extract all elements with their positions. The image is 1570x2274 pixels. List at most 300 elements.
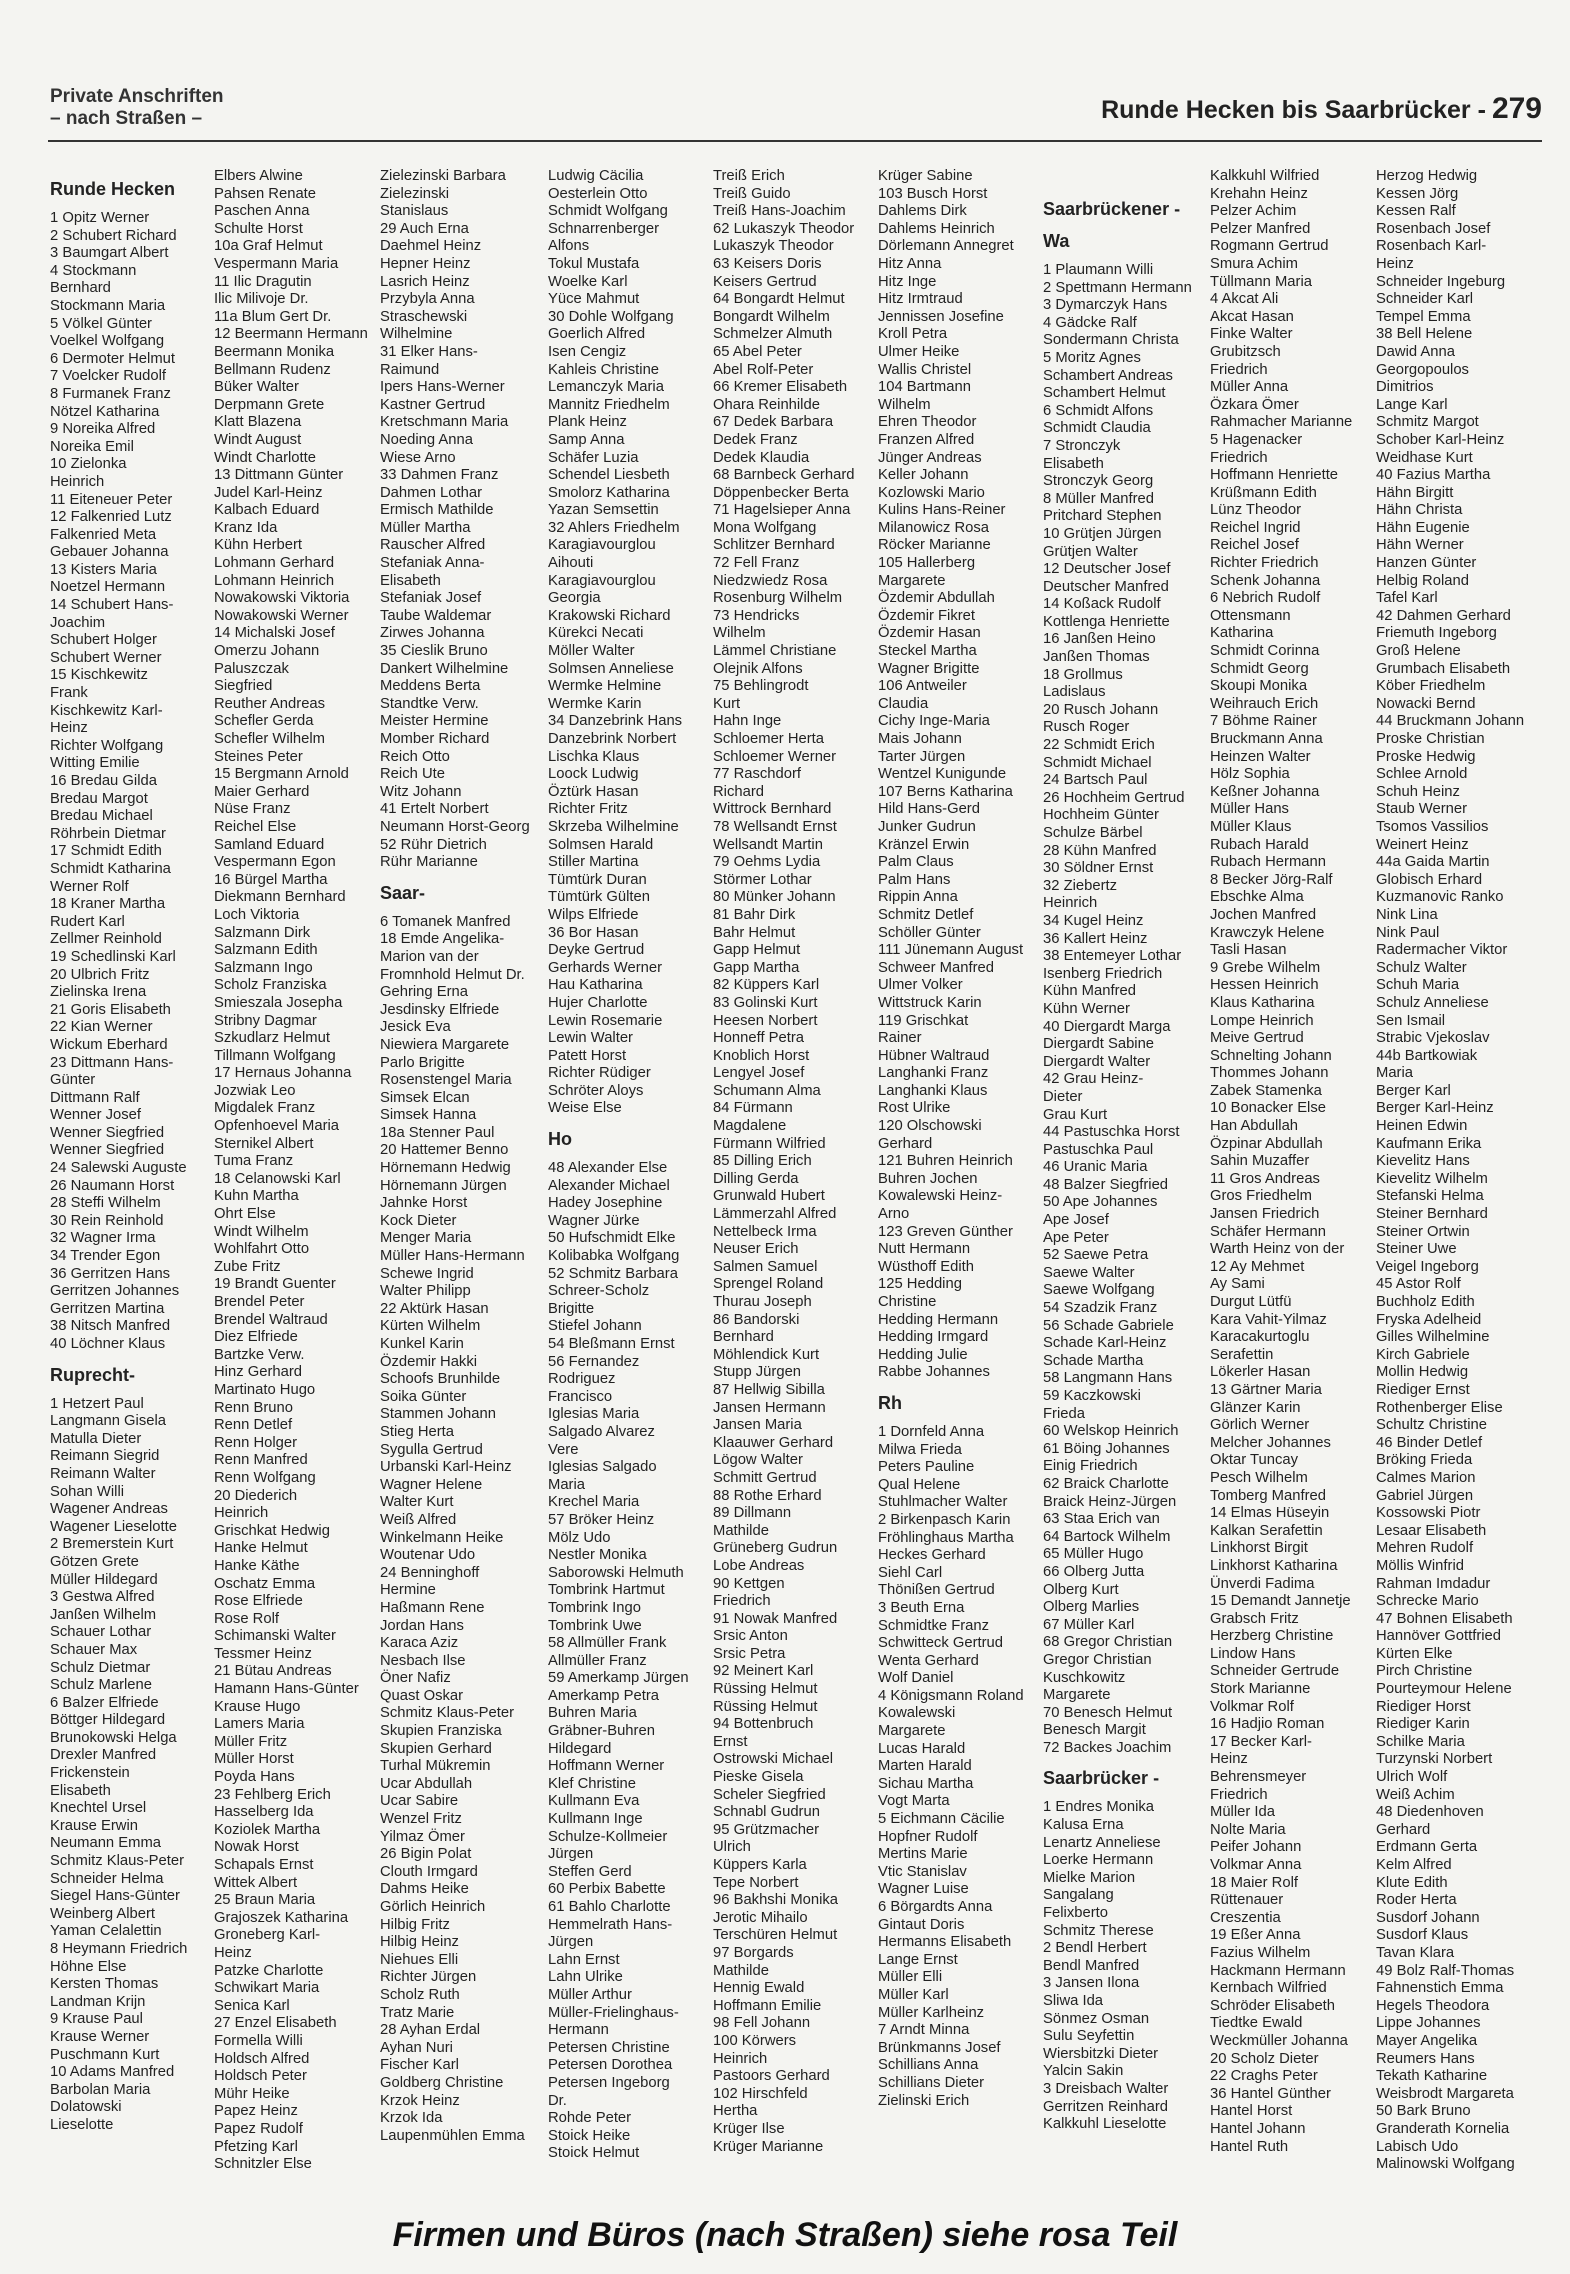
directory-entry: Isen Cengiz [548,343,627,360]
directory-entry: Schmitz Detlef [878,906,974,923]
directory-entry: Meister Hermine [380,713,489,730]
directory-entry: 50 Hufschmidt Elke [548,1230,676,1247]
directory-entry: Oktar Tuncay [1210,1452,1298,1469]
directory-entry: Matulla Dieter [50,1430,142,1447]
directory-entry: Kroll Petra [878,326,948,343]
directory-entry: Lobe Andreas [713,1557,805,1574]
directory-entry: Jesdinsky Elfriede [380,1001,500,1018]
directory-entry: Möllis Winfrid [1376,1557,1464,1574]
directory-entry: Treiß Erich [713,168,785,184]
directory-entry: Wohlfahrt Otto [214,1241,310,1258]
directory-entry: 22 Aktürk Hasan [380,1300,489,1317]
directory-entry: Diergardt Walter [1043,1053,1151,1070]
directory-entry: Schefler Wilhelm [214,731,326,747]
directory-entry: Weihrauch Erich [1210,695,1319,712]
directory-entry: Yilmaz Ömer [380,1828,465,1845]
directory-entry: Hasselberg Ida [214,1804,314,1821]
directory-entry: Krüßmann Edith [1210,484,1317,501]
directory-entry: Nüse Franz [214,801,291,818]
directory-entry: Schenk Johanna [1210,572,1321,589]
directory-entry: 18 Maier Rolf [1210,1874,1298,1891]
directory-entry: Nink Lina [1376,906,1438,923]
directory-entry: Buhren Maria [548,1705,637,1722]
directory-entry: Marion van der [380,948,479,965]
directory-entry: Schäfer Luzia [548,449,639,466]
directory-entry: 40 Löchner Klaus [50,1336,166,1352]
directory-entry: 18 Celanowski Karl [214,1170,341,1187]
directory-entry: Schimanski Walter [214,1628,336,1645]
directory-column-7 [1043,168,1192,2134]
directory-entry: Simsek Hanna [380,1107,477,1124]
directory-entry: Schulz Marlene [50,1677,152,1694]
directory-entry: Smura Achim [1210,255,1298,272]
directory-entry: Lompe Heinrich [1210,1012,1314,1029]
directory-entry: Francisco [548,1388,613,1405]
directory-entry: 66 Olberg Jutta [1043,1563,1145,1580]
directory-entry: Peifer Johann [1210,1839,1302,1856]
directory-entry: Kullmann Eva [548,1793,640,1810]
directory-entry: 32 Ziebertz [1043,877,1118,894]
directory-entry: Wallis Christel [878,361,972,378]
directory-entry: Omerzu Johann [214,643,320,660]
directory-entry: Sen Ismail [1376,1012,1446,1029]
directory-entry: 46 Uranic Maria [1043,1159,1148,1176]
directory-entry: Sichau Martha [878,1775,974,1792]
directory-entry: Schumann Alma [713,1082,821,1099]
directory-entry: Müller Arthur [548,1986,632,2003]
directory-entry: Kievelitz Wilhelm [1376,1170,1488,1187]
directory-entry: 80 Münker Johann [713,889,836,906]
directory-entry: Schoofs Brunhilde [380,1371,501,1388]
directory-entry: Sygulla Gertrud [380,1441,483,1458]
directory-entry: Gerhard [1376,1821,1431,1838]
directory-entry: Szkudlarz Helmut [214,1030,330,1047]
directory-entry: Frieda [1043,1405,1085,1422]
directory-entry: 4 Stockmann [50,262,137,279]
directory-entry: 12 Falkenried Lutz [50,509,172,526]
directory-entry: Arno [878,1206,910,1223]
directory-entry: Bernhard [713,1329,774,1346]
directory-entry: Tessmer Heinz [214,1645,312,1662]
directory-entry: Stefaniak Josef [380,590,482,607]
directory-entry: Lämmerzahl Alfred [713,1206,837,1223]
directory-entry: Hackmann Hermann [1210,1962,1346,1979]
directory-entry: Sohan Willi [50,1483,125,1500]
directory-entry: Fryska Adelheid [1376,1311,1482,1328]
directory-entry: Buchholz Edith [1376,1294,1475,1310]
directory-entry: Treiß Hans-Joachim [713,203,846,220]
directory-entry: Günter [50,1072,96,1089]
directory-entry: Kürten Wilhelm [380,1318,481,1335]
directory-entry: Kürekci Necati [548,625,644,642]
directory-entry: Pelzer Achim [1210,203,1297,220]
directory-entry: Mannitz Friedhelm [548,396,670,413]
directory-entry: Kastner Gertrud [380,396,486,413]
directory-entry: Renn Bruno [214,1399,293,1416]
directory-entry: Loerke Hermann [1043,1852,1154,1869]
directory-entry: Neumann Horst-Georg [380,818,530,835]
directory-entry: 60 Welskop Heinrich [1043,1423,1179,1440]
directory-entry: Ladislaus [1043,684,1106,701]
directory-entry: Schillians Dieter [878,2074,985,2091]
directory-entry: Gerritzen Martina [50,1300,165,1317]
directory-entry: Hilbig Fritz [380,1916,450,1933]
directory-entry: Müller Hans [1210,801,1289,818]
directory-entry: Zellmer Reinhold [50,931,162,948]
directory-entry: Skupien Gerhard [380,1740,492,1757]
directory-entry: 52 Rühr Dietrich [380,836,487,853]
directory-entry: Bellmann Rudenz [214,361,331,378]
directory-entry: Yaman Celalettin [50,1923,162,1940]
directory-entry: Schauer Max [50,1641,138,1658]
directory-entry: Helbig Roland [1376,572,1469,589]
directory-entry: Schulte Horst [214,220,303,237]
directory-entry: Rainer [878,1030,922,1047]
directory-entry: Petersen Dorothea [548,2057,673,2074]
directory-entry: Friedrich [1210,361,1268,378]
directory-entry: Müller Hans-Hermann [380,1248,525,1265]
directory-entry: Elisabeth [380,572,441,589]
directory-entry: Bongardt Wilhelm [713,308,830,325]
directory-entry: Mollin Hedwig [1376,1364,1469,1381]
directory-entry: 125 Hedding [878,1276,962,1293]
directory-entry: Nolte Maria [1210,1821,1286,1838]
directory-entry: 47 Bohnen Elisabeth [1376,1610,1513,1627]
directory-entry: Kalkkuhl Wilfried [1210,168,1320,184]
directory-entry: Ape Peter [1043,1229,1109,1246]
directory-entry: Paluszczak [214,660,289,677]
directory-entry: Kunkel Karin [380,1336,464,1352]
directory-entry: Ulrich [713,1839,751,1856]
directory-entry: Gerritzen Reinhard [1043,2098,1169,2115]
directory-entry: Weidhase Kurt [1376,449,1473,466]
directory-entry: 73 Hendricks [713,607,800,624]
directory-entry: Steiner Uwe [1376,1241,1457,1258]
directory-entry: 62 Lukaszyk Theodor [713,220,855,237]
directory-entry: Alexander Michael [548,1177,670,1194]
directory-entry: Heinz [50,720,88,737]
directory-entry: 67 Dedek Barbara [713,414,834,431]
directory-entry: 63 Staa Erich van [1043,1511,1160,1528]
directory-entry: Globisch Erhard [1376,871,1483,888]
directory-entry: Langmann Gisela [50,1413,166,1430]
directory-entry: Bredau Margot [50,790,148,807]
directory-entry: Milanowicz Rosa [878,519,990,536]
directory-entry: Hoffmann Emilie [713,1997,822,2014]
directory-entry: 10 Zielonka [50,456,127,473]
directory-entry: Milwa Frieda [878,1441,962,1458]
directory-entry: Hanke Helmut [214,1540,308,1557]
directory-entry: Krechel Maria [548,1494,640,1511]
directory-entry: Özkara Ömer [1210,396,1299,413]
directory-entry: Peters Pauline [878,1459,975,1476]
directory-entry: Schloemer Werner [713,748,837,765]
directory-entry: Schnelting Johann [1210,1047,1332,1064]
directory-entry: Renn Holger [214,1434,298,1451]
directory-entry: Treiß Guido [713,185,791,202]
directory-entry: Wenner Siegfried [50,1124,165,1141]
directory-entry: Braick Heinz-Jürgen [1043,1493,1177,1510]
directory-entry: Hildegard [548,1740,612,1757]
directory-entry: Werner Rolf [50,878,129,895]
directory-entry: Jozwiak Leo [214,1082,296,1099]
directory-entry: 23 Dittmann Hans- [50,1054,174,1071]
directory-entry: Lünz Theodor [1210,502,1302,519]
directory-entry: 3 Jansen Ilona [1043,1975,1140,1992]
directory-column-3 [380,168,530,2145]
directory-entry: Rauscher Alfred [380,537,486,554]
directory-entry: Wilhelmine [380,326,453,343]
directory-entry: Jansen Hermann [713,1399,826,1416]
directory-entry: 7 Voelcker Rudolf [50,368,166,385]
directory-entry: Hau Katharina [548,977,643,994]
directory-entry: Kühn Werner [1043,1000,1130,1017]
directory-entry: 65 Abel Peter [713,343,802,360]
directory-entry: Koziolek Martha [214,1821,321,1838]
directory-entry: Deutscher Manfred [1043,578,1169,595]
directory-entry: Hantel Ruth [1210,2138,1289,2155]
directory-entry: Lasrich Heinz [380,273,470,290]
directory-entry: 5 Moritz Agnes [1043,349,1141,366]
directory-entry: Schmidt Katharina [50,860,171,877]
directory-entry: Krzok Ida [380,2110,443,2127]
directory-entry: 36 Bor Hasan [548,924,639,941]
directory-entry: Nutt Hermann [878,1241,971,1258]
directory-entry: Wittstruck Karin [878,994,982,1011]
directory-entry: Bernhard [50,280,111,297]
directory-entry: Krause Erwin [50,1817,138,1834]
directory-entry: Ulmer Volker [878,977,963,994]
directory-entry: Aihouti [548,555,594,572]
directory-entry: Malinowski Wolfgang [1376,2156,1515,2173]
directory-entry: Witting Emilie [50,755,140,772]
directory-entry: Han Abdullah [1210,1118,1299,1135]
directory-entry: 66 Kremer Elisabeth [713,379,848,396]
directory-entry: 44b Bartkowiak [1376,1047,1478,1064]
directory-entry: Schneider Karl [1376,291,1474,308]
directory-entry: Standtke Verw. [380,695,479,712]
directory-entry: Menger Maria [380,1230,472,1247]
directory-entry: Wittek Albert [214,1874,298,1891]
directory-entry: Pirch Christine [1376,1663,1473,1680]
directory-entry: Schapals Ernst [214,1857,314,1873]
directory-entry: Wellsandt Martin [713,836,823,853]
directory-entry: Fahnenstich Emma [1376,1980,1504,1997]
directory-entry: Laupenmühlen Emma [380,2127,525,2144]
directory-entry: 16 Bürgel Martha [214,871,328,888]
directory-entry: Olberg Kurt [1043,1581,1119,1598]
directory-entry: Schlitzer Bernhard [713,537,835,554]
directory-entry: Lökerler Hasan [1210,1364,1311,1381]
directory-entry: 3 Gestwa Alfred [50,1589,155,1606]
directory-entry: Özdemir Hasan [878,625,981,642]
directory-entry: Döppenbecker Berta [713,484,849,501]
directory-entry: Sangalang [1043,1887,1114,1904]
directory-entry: 105 Hallerberg [878,555,976,572]
directory-entry: Plank Heinz [548,414,627,431]
directory-entry: Holdsch Alfred [214,2050,310,2067]
directory-column-5 [713,168,854,2156]
directory-entry: Friemuth Ingeborg [1376,625,1497,642]
directory-entry: Drexler Manfred [50,1747,157,1764]
directory-entry: 58 Allmüller Frank [548,1635,667,1652]
directory-entry: Lesaar Elisabeth [1376,1522,1487,1539]
directory-entry: Kozlowski Mario [878,484,985,501]
directory-entry: Kullmann Inge [548,1811,643,1828]
directory-entry: Judel Karl-Heinz [214,484,323,501]
directory-entry: Schendel Liesbeth [548,467,670,484]
directory-entry: Weckmüller Johanna [1210,2032,1348,2049]
directory-entry: Richter Jürgen [380,1969,477,1986]
directory-entry: Hanzen Günter [1376,555,1477,572]
directory-entry: Müller Ida [1210,1804,1275,1821]
directory-entry: 20 Scholz Dieter [1210,2050,1319,2067]
directory-entry: 8 Becker Jörg-Ralf [1210,871,1333,888]
directory-entry: Pritchard Stephen [1043,508,1162,525]
directory-entry: Wickum Eberhard [50,1036,168,1053]
directory-entry: Melcher Johannes [1210,1434,1331,1451]
directory-entry: Özdemir Abdullah [878,590,995,607]
directory-entry: Kirch Gabriele [1376,1346,1470,1363]
directory-entry: 40 Fazius Martha [1376,467,1491,484]
directory-entry: Richter Rüdiger [548,1065,651,1082]
directory-entry: Hermine [380,1582,436,1599]
directory-entry: Weinert Heinz [1376,836,1469,853]
directory-entry: Przybyla Anna [380,291,475,308]
directory-entry: Iglesias Maria [548,1406,640,1423]
directory-entry: Riediger Horst [1376,1698,1471,1715]
directory-entry: Linkhorst Birgit [1210,1540,1308,1557]
directory-entry: 48 Balzer Siegfried [1043,1176,1169,1193]
directory-entry: 2 Spettmann Hermann [1043,279,1192,296]
directory-entry: 16 Hadjio Roman [1210,1716,1325,1733]
directory-entry: Beermann Monika [214,343,335,360]
directory-entry: Ayhan Nuri [380,2039,453,2056]
directory-entry: 44 Bruckmann Johann [1376,713,1525,730]
directory-entry: Sahin Muzaffer [1210,1153,1310,1170]
directory-entry: Tasli Hasan [1210,942,1287,959]
directory-entry: Ermisch Mathilde [380,502,494,519]
directory-entry: Jennissen Josefine [878,308,1004,325]
directory-entry: Schauer Lothar [50,1624,152,1641]
directory-entry: Migdalek Franz [214,1100,316,1117]
directory-entry: Hedding Irmgard [878,1329,989,1346]
directory-entry: Maria [1376,1065,1413,1082]
directory-entry: Krehahn Heinz [1210,185,1308,202]
directory-entry: Behrensmeyer [1210,1769,1307,1786]
directory-entry: 24 Bartsch Paul [1043,772,1148,789]
directory-entry: 72 Fell Franz [713,555,800,572]
directory-entry: 121 Buhren Heinrich [878,1153,1013,1170]
directory-entry: 48 Diedenhoven [1376,1804,1484,1821]
directory-entry: Hannöver Gottfried [1376,1628,1502,1645]
directory-entry: Derpmann Grete [214,396,325,413]
directory-entry: Joachim [50,614,106,631]
directory-entry: Amerkamp Petra [548,1687,660,1704]
directory-entry: 32 Ahlers Friedhelm [548,519,680,536]
directory-entry: Hegels Theodora [1376,1997,1490,2014]
directory-entry: Dr. [548,2092,567,2109]
directory-entry: Friedrich [713,1593,771,1610]
directory-entry: Richter Wolfgang [50,737,164,754]
directory-entry: 1 Plaumann Willi [1043,262,1154,278]
directory-entry: 88 Rothe Erhard [713,1487,822,1504]
directory-entry: Stoick Helmut [548,2145,640,2162]
directory-entry: Scholz Franziska [214,977,327,994]
directory-entry: Tempel Emma [1376,308,1471,325]
directory-entry: Schwitteck Gertrud [878,1635,1003,1652]
directory-entry: Brendel Waltraud [214,1311,328,1328]
directory-entry: 19 Eßer Anna [1210,1927,1301,1944]
directory-entry: Taube Waldemar [380,607,492,624]
directory-entry: 6 Tomanek Manfred [380,913,511,930]
directory-entry: Puschmann Kurt [50,2046,160,2063]
directory-entry: Schneider Ingeburg [1376,273,1506,290]
directory-entry: Öztürk Hasan [548,783,639,800]
directory-entry: Scheler Siegfried [713,1786,826,1803]
directory-entry: 30 Söldner Ernst [1043,860,1154,877]
directory-entry: Rühr Marianne [380,854,478,871]
directory-entry: 11a Blum Gert Dr. [214,308,332,325]
directory-entry: 14 Michalski Josef [214,625,335,642]
directory-entry: Schmitz Klaus-Peter [380,1705,515,1722]
directory-entry: 91 Nowak Manfred [713,1610,838,1627]
directory-entry: 20 Rusch Johann [1043,701,1159,718]
directory-entry: Schuh Maria [1376,977,1460,994]
directory-entry: Wenner Siegfried [50,1142,165,1159]
directory-entry: Ipers Hans-Werner [380,379,505,396]
directory-entry: Fischer Karl [380,2057,459,2074]
directory-entry: 94 Bottenbruch [713,1716,814,1733]
directory-entry: Rudert Karl [50,913,125,930]
directory-entry: 44 Pastuschka Horst [1043,1124,1180,1141]
directory-entry: Brigitte [548,1300,595,1317]
directory-entry: Vogt Marta [878,1793,950,1810]
directory-entry: Lahn Ulrike [548,1969,623,1986]
directory-entry: 22 Schmidt Erich [1043,737,1155,754]
directory-entry: Frank [50,685,88,702]
directory-entry: Krakowski Richard [548,607,671,624]
directory-entry: Reich Ute [380,766,445,783]
directory-entry: Vere [548,1441,579,1458]
directory-entry: Rost Ulrike [878,1100,951,1117]
directory-entry: Scholz Ruth [380,1986,460,2003]
directory-entry: Tomberg Manfred [1210,1487,1326,1504]
directory-entry: Palm Hans [878,871,951,888]
directory-entry: Jochen Manfred [1210,906,1317,923]
directory-entry: 8 Furmanek Franz [50,385,171,402]
directory-entry: Tümtürk Duran [548,871,647,888]
directory-entry: Volkmar Rolf [1210,1698,1294,1715]
directory-entry: Hanke Käthe [214,1557,300,1574]
directory-entry: Özdemir Fikret [878,607,976,624]
directory-entry: Schubert Werner [50,649,162,666]
directory-entry: Schöller Günter [878,924,981,941]
directory-entry: Walter Kurt [380,1494,454,1511]
directory-entry: Calmes Marion [1376,1469,1476,1486]
directory-entry: Grischkat Hedwig [214,1522,330,1539]
directory-entry: Weiß Alfred [380,1511,457,1528]
directory-entry: 17 Schmidt Edith [50,843,162,860]
directory-entry: Thommes Johann [1210,1065,1329,1082]
directory-entry: Tarter Jürgen [878,748,966,765]
directory-entry: Kuzmanovic Ranko [1376,889,1504,906]
directory-entry: Stanislaus [380,203,449,220]
directory-entry: 77 Raschdorf [713,766,802,783]
directory-entry: Martinato Hugo [214,1381,316,1398]
directory-entry: Reichel Else [214,818,297,835]
directory-entry: Magdalene [713,1118,787,1135]
